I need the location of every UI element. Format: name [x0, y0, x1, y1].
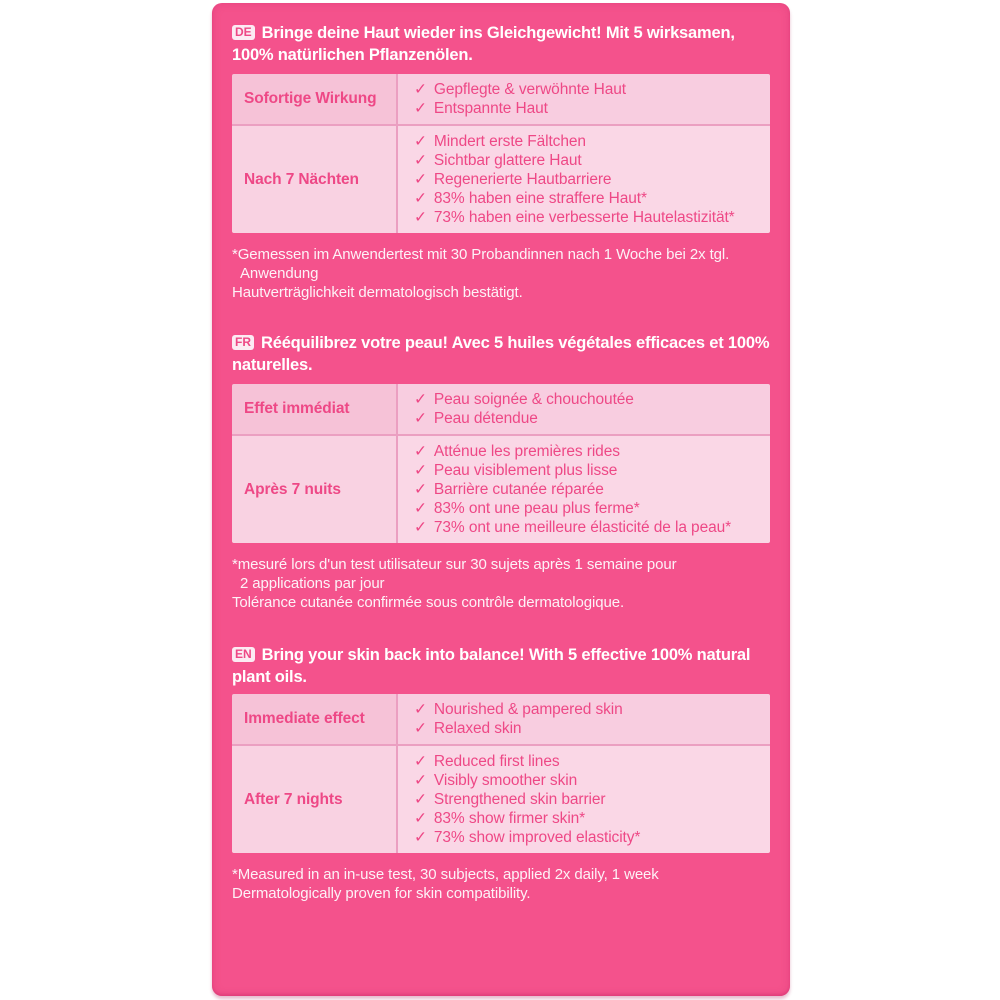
benefit-item [414, 790, 764, 809]
benefit-item [414, 499, 764, 518]
benefit-text: Atténue les premières rides [433, 443, 620, 460]
benefit-text: Entspannte Haut [433, 100, 548, 117]
benefit-item [414, 771, 764, 790]
check-icon: ✓ [414, 81, 427, 98]
package-back-panel [212, 3, 790, 996]
row-values [398, 436, 770, 543]
check-icon: ✓ [414, 753, 427, 770]
fr-header-text1: Rééquilibrez votre peau! Avec 5 huiles végétales efficaces et 100% [261, 334, 770, 352]
footnote-line: *Measured in an in-use test, 30 subjects, applied 2x daily, 1 week [232, 866, 659, 883]
benefit-item [414, 170, 764, 189]
check-icon: ✓ [414, 519, 427, 536]
benefit-item [414, 99, 764, 118]
row-label: After 7 nights [232, 746, 398, 853]
de-header-line1 [232, 22, 770, 44]
benefit-text: 83% haben eine straffere Haut* [433, 190, 647, 207]
benefit-item [414, 189, 764, 208]
check-icon: ✓ [414, 190, 427, 207]
benefit-item [414, 480, 764, 499]
check-icon: ✓ [414, 391, 427, 408]
check-icon: ✓ [414, 701, 427, 718]
check-icon: ✓ [414, 100, 427, 117]
benefit-text: Peau soignée & chouchoutée [433, 391, 634, 408]
benefit-item [414, 390, 764, 409]
table-row [232, 746, 770, 853]
fr-benefits-table [232, 384, 770, 543]
benefit-text: Reduced first lines [433, 753, 560, 770]
benefit-text: 73% ont une meilleure élasticité de la peau* [433, 519, 732, 536]
fr-header-line1 [232, 332, 770, 354]
check-icon: ✓ [414, 829, 427, 846]
fr-header-text2: naturelles. [232, 356, 313, 374]
row-label: Effet immédiat [232, 384, 398, 434]
footnote-line: 2 applications par jour [240, 575, 385, 592]
section-de [232, 3, 770, 302]
benefit-text: Peau détendue [433, 410, 538, 427]
en-header-text1: Bring your skin back into balance! With 5 effective 100% natural [261, 646, 751, 664]
row-values [398, 384, 770, 434]
benefit-text: Mindert erste Fältchen [433, 133, 586, 150]
check-icon: ✓ [414, 410, 427, 427]
benefit-item [414, 752, 764, 771]
language-badge-en: EN [232, 647, 255, 662]
benefit-item [414, 719, 764, 738]
fr-footnote [232, 555, 770, 612]
row-label: Sofortige Wirkung [232, 74, 398, 124]
check-icon: ✓ [414, 209, 427, 226]
benefit-text: 83% ont une peau plus ferme* [433, 500, 640, 517]
de-header-text1: Bringe deine Haut wieder ins Gleichgewicht! Mit 5 wirksamen, [261, 24, 735, 42]
de-header-text2: 100% natürlichen Pflanzenölen. [232, 46, 473, 64]
benefit-item [414, 132, 764, 151]
check-icon: ✓ [414, 462, 427, 479]
row-values [398, 74, 770, 124]
row-values [398, 694, 770, 744]
language-badge-fr: FR [232, 335, 254, 350]
de-header [232, 3, 770, 66]
de-footnote [232, 245, 770, 302]
footnote-line: Tolérance cutanée confirmée sous contrôle dermatologique. [232, 594, 625, 611]
benefit-item [414, 700, 764, 719]
benefit-text: Gepflegte & verwöhnte Haut [433, 81, 627, 98]
check-icon: ✓ [414, 772, 427, 789]
benefit-text: Regenerierte Hautbarriere [433, 171, 612, 188]
benefit-text: 73% show improved elasticity* [433, 829, 641, 846]
check-icon: ✓ [414, 133, 427, 150]
benefit-text: Visibly smoother skin [433, 772, 578, 789]
benefit-text: 83% show firmer skin* [433, 810, 586, 827]
benefit-item [414, 442, 764, 461]
footnote-line: Hautverträglichkeit dermatologisch bestätigt. [232, 284, 523, 301]
table-row [232, 436, 770, 543]
footnote-line: Anwendung [240, 265, 319, 282]
benefit-text: Peau visiblement plus lisse [433, 462, 618, 479]
check-icon: ✓ [414, 500, 427, 517]
table-row [232, 126, 770, 233]
check-icon: ✓ [414, 791, 427, 808]
row-values [398, 126, 770, 233]
check-icon: ✓ [414, 152, 427, 169]
footnote-line: *Gemessen im Anwendertest mit 30 Probandinnen nach 1 Woche bei 2x tgl. [232, 246, 730, 263]
footnote-line: *mesuré lors d'un test utilisateur sur 30 sujets après 1 semaine pour [232, 556, 677, 573]
en-footnote [232, 865, 770, 903]
table-row [232, 694, 770, 746]
row-label: Nach 7 Nächten [232, 126, 398, 233]
check-icon: ✓ [414, 481, 427, 498]
fr-header [232, 332, 770, 376]
check-icon: ✓ [414, 720, 427, 737]
row-label: Immediate effect [232, 694, 398, 744]
de-benefits-table [232, 74, 770, 233]
benefit-item [414, 208, 764, 227]
en-header [232, 644, 770, 688]
benefit-item [414, 151, 764, 170]
check-icon: ✓ [414, 810, 427, 827]
check-icon: ✓ [414, 443, 427, 460]
language-badge-de: DE [232, 25, 255, 40]
benefit-text: 73% haben eine verbesserte Hautelastizität* [433, 209, 735, 226]
table-row [232, 74, 770, 126]
row-values [398, 746, 770, 853]
en-header-text2: plant oils. [232, 668, 307, 686]
benefit-item [414, 80, 764, 99]
benefit-text: Nourished & pampered skin [433, 701, 623, 718]
benefit-text: Strengthened skin barrier [433, 791, 606, 808]
benefit-item [414, 518, 764, 537]
benefit-item [414, 828, 764, 847]
benefit-text: Barrière cutanée réparée [433, 481, 604, 498]
benefit-text: Sichtbar glattere Haut [433, 152, 582, 169]
footnote-line: Dermatologically proven for skin compatibility. [232, 885, 531, 902]
row-label: Après 7 nuits [232, 436, 398, 543]
en-benefits-table [232, 694, 770, 853]
check-icon: ✓ [414, 171, 427, 188]
benefit-item [414, 409, 764, 428]
table-row [232, 384, 770, 436]
section-en [232, 644, 770, 903]
benefit-item [414, 461, 764, 480]
benefit-item [414, 809, 764, 828]
section-fr [232, 332, 770, 612]
en-header-line1 [232, 644, 770, 666]
benefit-text: Relaxed skin [433, 720, 522, 737]
